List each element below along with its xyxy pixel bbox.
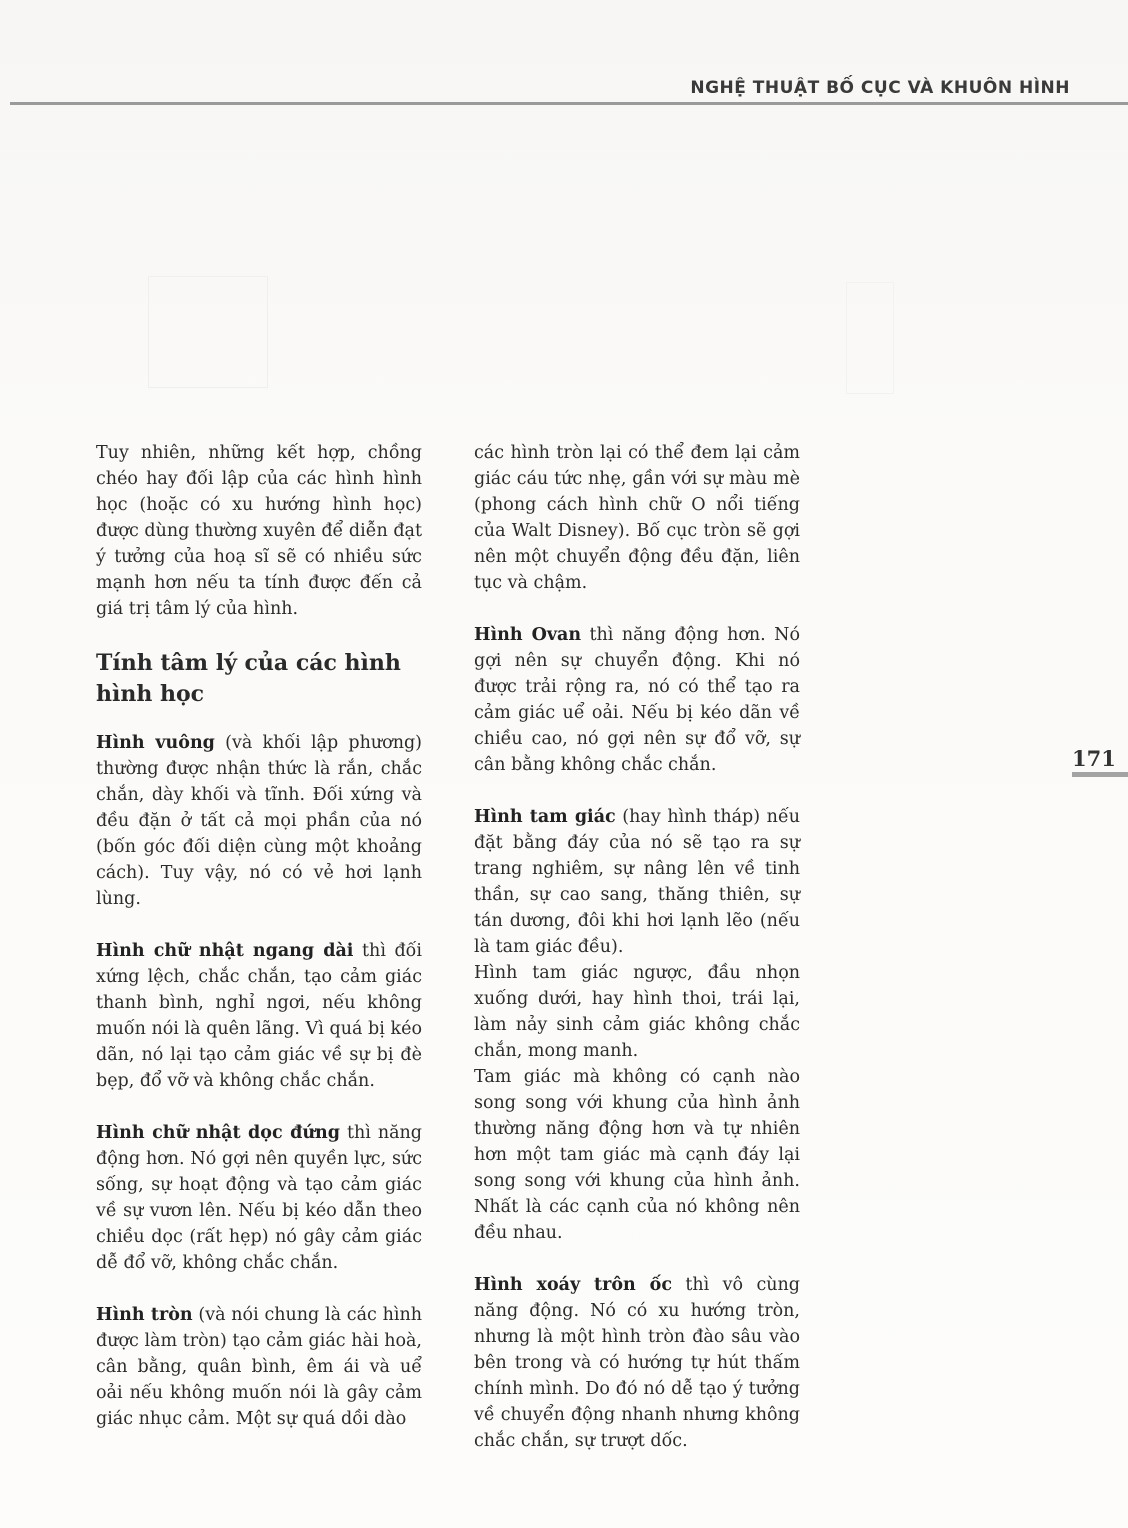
left-column bbox=[96, 440, 422, 1432]
hrect-term: Hình chữ nhật ngang dài bbox=[96, 941, 354, 961]
circle-term: Hình tròn bbox=[96, 1305, 193, 1325]
square-term: Hình vuông bbox=[96, 733, 215, 753]
circle-text: (và nói chung là các hình được làm tròn) tạo cảm giác hài hoà, cân bằng, quân bình, êm ái và uể oải nếu không muốn nói là gây cảm giác nhục cảm. Một sự quá dồi dào bbox=[96, 1305, 423, 1429]
hrect-paragraph bbox=[96, 938, 422, 1094]
intro-paragraph: Tuy nhiên, những kết hợp, chồng chéo hay đối lập của các hình hình học (hoặc có xu hướng hình học) được dùng thường xuyên để diễn đạt ý tưởng của hoạ sĩ sẽ có nhiều sức mạnh hơn nếu ta tính được đến cả giá trị tâm lý của hình. bbox=[96, 443, 422, 619]
running-title: NGHỆ THUẬT BỐ CỤC VÀ KHUÔN HÌNH bbox=[690, 78, 1070, 98]
vrect-text: thì năng động hơn. Nó gợi nên quyền lực, sức sống, sự hoạt động và tạo cảm giác về sự vươn lên. Nếu bị kéo dẫn theo chiều dọc (rất hẹp) nó gây cảm giác dễ đổ vỡ, không chắc chắn. bbox=[96, 1123, 422, 1273]
oval-term: Hình Ovan bbox=[474, 625, 582, 645]
show-through-square bbox=[148, 276, 268, 388]
spiral-paragraph bbox=[474, 1272, 800, 1454]
page-number: 171 bbox=[1072, 746, 1116, 771]
square-paragraph bbox=[96, 730, 422, 912]
spiral-term: Hình xoáy trôn ốc bbox=[474, 1275, 672, 1295]
oval-paragraph bbox=[474, 622, 800, 778]
show-through-rect bbox=[846, 282, 894, 394]
circle-paragraph bbox=[96, 1302, 422, 1432]
triangle-term: Hình tam giác bbox=[474, 807, 616, 827]
square-text: (và khối lập phương) thường được nhận thức là rắn, chắc chắn, dày khối và tĩnh. Đối xứng và đều đặn ở tất cả mọi phần của nó (bốn góc đối diện cùng một khoảng cách). Tuy vậy, nó có vẻ hơi lạnh lùng. bbox=[96, 733, 422, 909]
header-rule bbox=[10, 102, 1128, 105]
free-triangle-paragraph: Tam giác mà không có cạnh nào song song với khung của hình ảnh thường năng động hơn và tự nhiên hơn một tam giác mà cạnh đáy lại song song với khung của hình ảnh. Nhất là các cạnh của nó không nên đều nhau. bbox=[474, 1067, 800, 1243]
hrect-text: thì đối xứng lệch, chắc chắn, tạo cảm giác thanh bình, nghỉ ngơi, nếu không muốn nói là quên lãng. Vì quá bị kéo dãn, nó lại tạo cảm giác về sự bị đè bẹp, đổ vỡ và không chắc chắn. bbox=[96, 941, 422, 1091]
triangle-paragraph bbox=[474, 804, 800, 960]
oval-text: thì năng động hơn. Nó gợi nên sự chuyển động. Khi nó được trải rộng ra, nó có thể tạo ra cảm giác uể oải. Nếu bị kéo dãn về chiều cao, nó gợi nên sự đổ vỡ, sự cân bằng không chắc chắn. bbox=[474, 625, 801, 775]
triangle-text: (hay hình tháp) nếu đặt bằng đáy của nó sẽ tạo ra sự trang nghiêm, sự nâng lên về tinh thần, sự cao sang, thăng thiên, sự tán dương, đôi khi hơi lạnh lẽo (nếu là tam giác đều). bbox=[474, 807, 800, 957]
vrect-paragraph bbox=[96, 1120, 422, 1276]
vrect-term: Hình chữ nhật dọc đứng bbox=[96, 1123, 341, 1143]
page-header bbox=[0, 0, 1128, 120]
section-heading: Tính tâm lý của các hình hình học bbox=[96, 650, 401, 707]
spiral-text: thì vô cùng năng động. Nó có xu hướng tròn, nhưng là một hình tròn đào sâu vào bên trong và có hướng tự hút thấm chính mình. Do đó nó dễ tạo ý tưởng về chuyển động nhanh nhưng không chắc chắn, sự trượt dốc. bbox=[474, 1275, 800, 1451]
inverted-triangle-paragraph: Hình tam giác ngược, đầu nhọn xuống dưới, hay hình thoi, trái lại, làm nảy sinh cảm giác không chắc chắn, mong manh. bbox=[474, 963, 800, 1061]
circle-continued-paragraph: các hình tròn lại có thể đem lại cảm giác cáu tức nhẹ, gần với sự màu mè (phong cách hình chữ O nổi tiếng của Walt Disney). Bố cục tròn sẽ gợi nên một chuyển động đều đặn, liên tục và chậm. bbox=[474, 443, 800, 593]
right-column bbox=[474, 440, 800, 1454]
page-number-bar bbox=[1072, 772, 1128, 777]
